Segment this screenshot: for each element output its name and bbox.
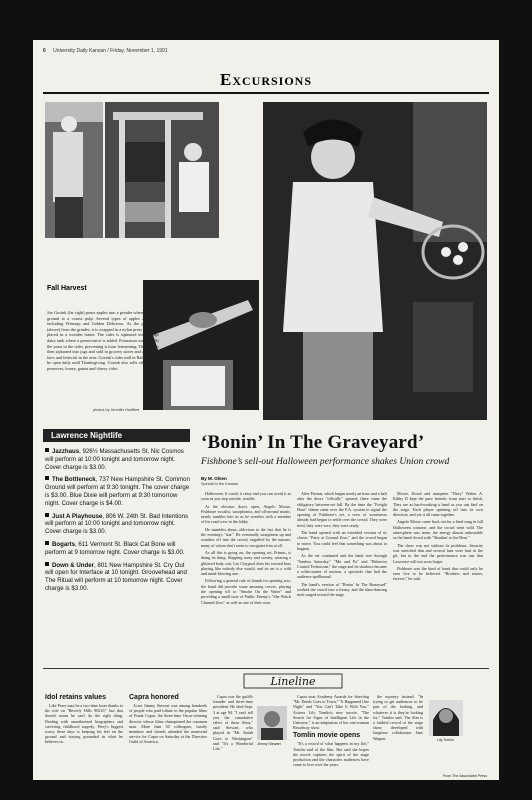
bullet-icon (45, 513, 49, 517)
venue-name: Bogarts (52, 540, 76, 548)
bullet-icon (45, 541, 49, 545)
nightlife-item (45, 541, 190, 557)
lower-rule (43, 668, 489, 669)
photo-gosink-pouring-apples (263, 102, 487, 420)
idol-text: Like Perry may be a two-time loser thanks to his role on "Beverly Hills 90210," but that doesn't mean he can't do the right thing. Dealing with unauthorized biographers and surviving childhood tragedy, Perry's biggest worry these days is keeping his feet on the ground and staying grounded in what he believes in. (45, 703, 123, 745)
tomlin-text: Capra won Academy Awards for directing "Mr. Deeds Goes to Town," "It Happened One Night" and "You Can't Take It With You." Actress Lily Tomlin's new movie, "The Search for Signs of Intelligent Life in the Universe," is an adaptation of her one-woman Broadway show. (293, 694, 369, 731)
capra-text-2: Capra was the guild's founder and three-time president. He died Sept. 3 at age 94. "I can't tell you the cumulative effect of those films," said Stewart, who played in "Mr. Smith Goes to Washington" and "It's a Wonderful Life." (213, 694, 253, 752)
lily-tomlin-caption: Lily Tomlin (437, 738, 454, 742)
paragraph: As the set continued and the band tore through "Sunless Saturday," "Ma and Pa" and "Behavior Control Technician," the stage and its shadows became a rollercoaster of motion, a spectacle that had the audience spellbound. (297, 553, 387, 580)
byline-role: Special to the Kansan (201, 482, 238, 486)
paragraph: Fishbone was the kind of band that could only be seen live to be believed. "Brothers and sisters, forever," he said. (393, 565, 483, 582)
byline: By M. Olsen (201, 476, 227, 481)
tomlin-heading: Tomlin movie opens (293, 732, 361, 740)
folio-text: University Daily Kansan / Friday, November 1, 1991 (53, 48, 168, 54)
photo-credit: photos by Jennifer Hoeffner (93, 408, 140, 412)
paragraph: Halloween. It could, it rainy and you can avoid it as soon as you step outside, trouble. (201, 491, 291, 502)
article-column-1 (201, 491, 291, 607)
article-subhead: Fishbone’s sell-out Halloween performance shakes Union crowd (201, 456, 450, 467)
article-column-2 (297, 491, 387, 600)
capra-heading: Capra honored (129, 694, 179, 701)
venue-details: , 737 New Hampshire St. Common Ground will perform at 9:30 tonight. The cover charge is $3.00. Blue Dixie will perform at 9:30 tomorrow night. Cover charge is $4.00. (45, 476, 190, 507)
nightlife-item (45, 562, 190, 593)
nightlife-item (45, 448, 190, 471)
venue-details: , 806 W. 24th St. Bad Intentions will perform at 10:00 tonight and tomorrow night. Cover charge is $3.00. (45, 512, 189, 536)
photo-apple-pulp-falling (143, 280, 259, 410)
nightlife-item (45, 476, 190, 507)
paragraph: The band opened with an extended version of its classic "Party at Ground Zero," and the crowd began to move. You could feel that something was about to happen. (297, 530, 387, 551)
section-rule (43, 92, 489, 94)
paragraph: Following a general rule of thumb for opening acts, the band did provide some amusing covers, playing the opening riff to "Smoke On the Water" and providing a small taste of Public Enemy's "She Watch Channel Zero" as well as one of their own. (201, 578, 291, 605)
venue-details: , 801 New Hampshire St. Cry Out will open for Interface at 10 tonight. Groovehead and The Ritual will perform at 10 tomorrow night. Cover charge is $3.00. (45, 561, 187, 592)
photo-lily-tomlin (429, 700, 463, 736)
venue-details: , 926½ Massachusetts St. Nic Cosmos will perform at 10:00 tonight and tomorrow night. Cover charge is $3.00. (45, 448, 184, 471)
capra-column (129, 694, 207, 747)
photo-cider-worker (45, 102, 103, 238)
capra-text: Actor Jimmy Stewart was among hundreds of people who paid tribute to the popular films of Frank Capra, the three-time Oscar-winning director whose films championed the common man. More than 30 colleagues, family members and friends attended the memorial service for Capra on Saturday at the Directors Guild of America. (129, 703, 207, 745)
tomlin-column (293, 694, 369, 769)
article-column-3 (393, 491, 483, 584)
article-headline: ‘Bonin’ In The Graveyard’ (201, 432, 425, 453)
jimmy-stewart-caption: Jimmy Stewart (257, 742, 281, 746)
nightlife-title: Lawrence Nightlife (43, 429, 190, 442)
source-credit: From The Associated Press (442, 774, 487, 778)
section-title: Excursions (219, 70, 313, 89)
venue-name: Just A Playhouse (52, 512, 103, 520)
logo-text: Lineline (270, 675, 316, 688)
far-text: the mystery instead. "In trying to get audiences to be part of the looking, and whatever it is they're looking for," Tomlin said. The film is a faithful record of the stage show, developed with longtime collaborator Jane Wagner. (373, 694, 423, 741)
lineline-logo (243, 672, 343, 690)
venue-name: Down & Under (52, 561, 94, 569)
photo-jimmy-stewart (257, 706, 287, 740)
idol-column (45, 694, 123, 747)
fall-harvest-title: Fall Harvest (47, 285, 87, 292)
bullet-icon (45, 448, 49, 452)
tomlin-text-2: "It's a record of what happens in my life," Tomlin said of the film. She said she hopes the movie captures the spirit of the stage production and the characters audiences have come to love over the years. (293, 741, 369, 768)
newspaper-page (33, 40, 499, 780)
paragraph: At the elevator doors open, Angelo Moore, Fishbone vocalist, saxophonist, and all-around manic, nearly tumbles into us as he wrestles with a member of his road crew in the lobby. (201, 503, 291, 525)
page-number: 6 (43, 48, 46, 54)
capra-column-2 (213, 694, 253, 753)
fall-harvest-caption: Joe Gosink (far right) pours apples into a grinder where they are ground to a coarse pulp. Several types of apples are used, including Winesap and Golden Delicious. As the pulp falls (above) from the grinder, it is wrapped in a nylon press cloth and placed in a wooden frame. The cider is siphoned into a large dairy tank where a preservative is added. Potassium sorbate kills the yeast in the cider, preventing it from fermenting. The cider is then siphoned into jugs and sold in grocery stores and at various fairs and festivals in the area. Gosink's cider mill in Baldwin will be open daily until Thanksgiving. Gosink also sells other fruits, preserves, honey, grains and cherry cider. (47, 310, 159, 371)
venue-name: Jazzhaus (52, 448, 80, 455)
paragraph: He stumbles about, oblivious to the fact that he is the evening's "star." He eventually straightens up and wanders off into the crowd, engulfed by the masses, many of whom don't seem to recognize him at all. (201, 526, 291, 548)
paragraph: As all this is going on, the opening act, Primus, is doing its thing. Slapping away and sweaty, wearing a glittered body suit, Les Claypool does his twisted bass playing like nobody else would, and its set is a wild and mind-blowing one. (201, 549, 291, 577)
nightlife-item (45, 513, 190, 536)
venue-name: The Bottleneck (52, 476, 96, 484)
idol-heading: Idol retains values (45, 694, 107, 701)
far-column (373, 694, 423, 743)
paragraph: Angelo Moore came back out for a final song in full Halloween costume, and the crowd went wild. The atmosphere was tense, the energy almost unbearable as the band closed with "Skankin' to the Beat." (393, 519, 483, 541)
paragraph: Moore, Dowd and trumpeter "Dirty" Walter A. Kibby II kept the pace frenetic from start to finish. They are as hard-working a band as you can find on the stage. Each player spinning off into its own direction, and yet it all came together. (393, 491, 483, 518)
bullet-icon (45, 476, 49, 480)
paragraph: The show was not without its problems. Security was stretched thin and several fans were hurt in the pit, but in the end the performance was one that Lawrence will not soon forget. (393, 542, 483, 564)
bullet-icon (45, 562, 49, 566)
photo-cider-press (105, 102, 219, 238)
folio (43, 48, 168, 54)
venue-details: , 611 Vermont St. Black Cat Bone will perform at 9 tomorrow night. Cover charge is $3.00. (45, 540, 185, 556)
nightlife-list (45, 448, 190, 598)
paragraph: After Primus, which began nearly an hour and a half after the doors "offically" opened, there came the obligatory between-set lull. By the time the "Freight Horn" theme came over the P.A. system to signal the opening of Fishbone's set, a crew of wearinesss already had begun to settle over the crowd. They were tired, they were sore, they were ready. (297, 491, 387, 528)
paragraph: The band's version of "Bonin' In The Boneyard" worked the crowd into a frenzy, and the slam-dancing mob surged toward the stage. (297, 581, 387, 598)
